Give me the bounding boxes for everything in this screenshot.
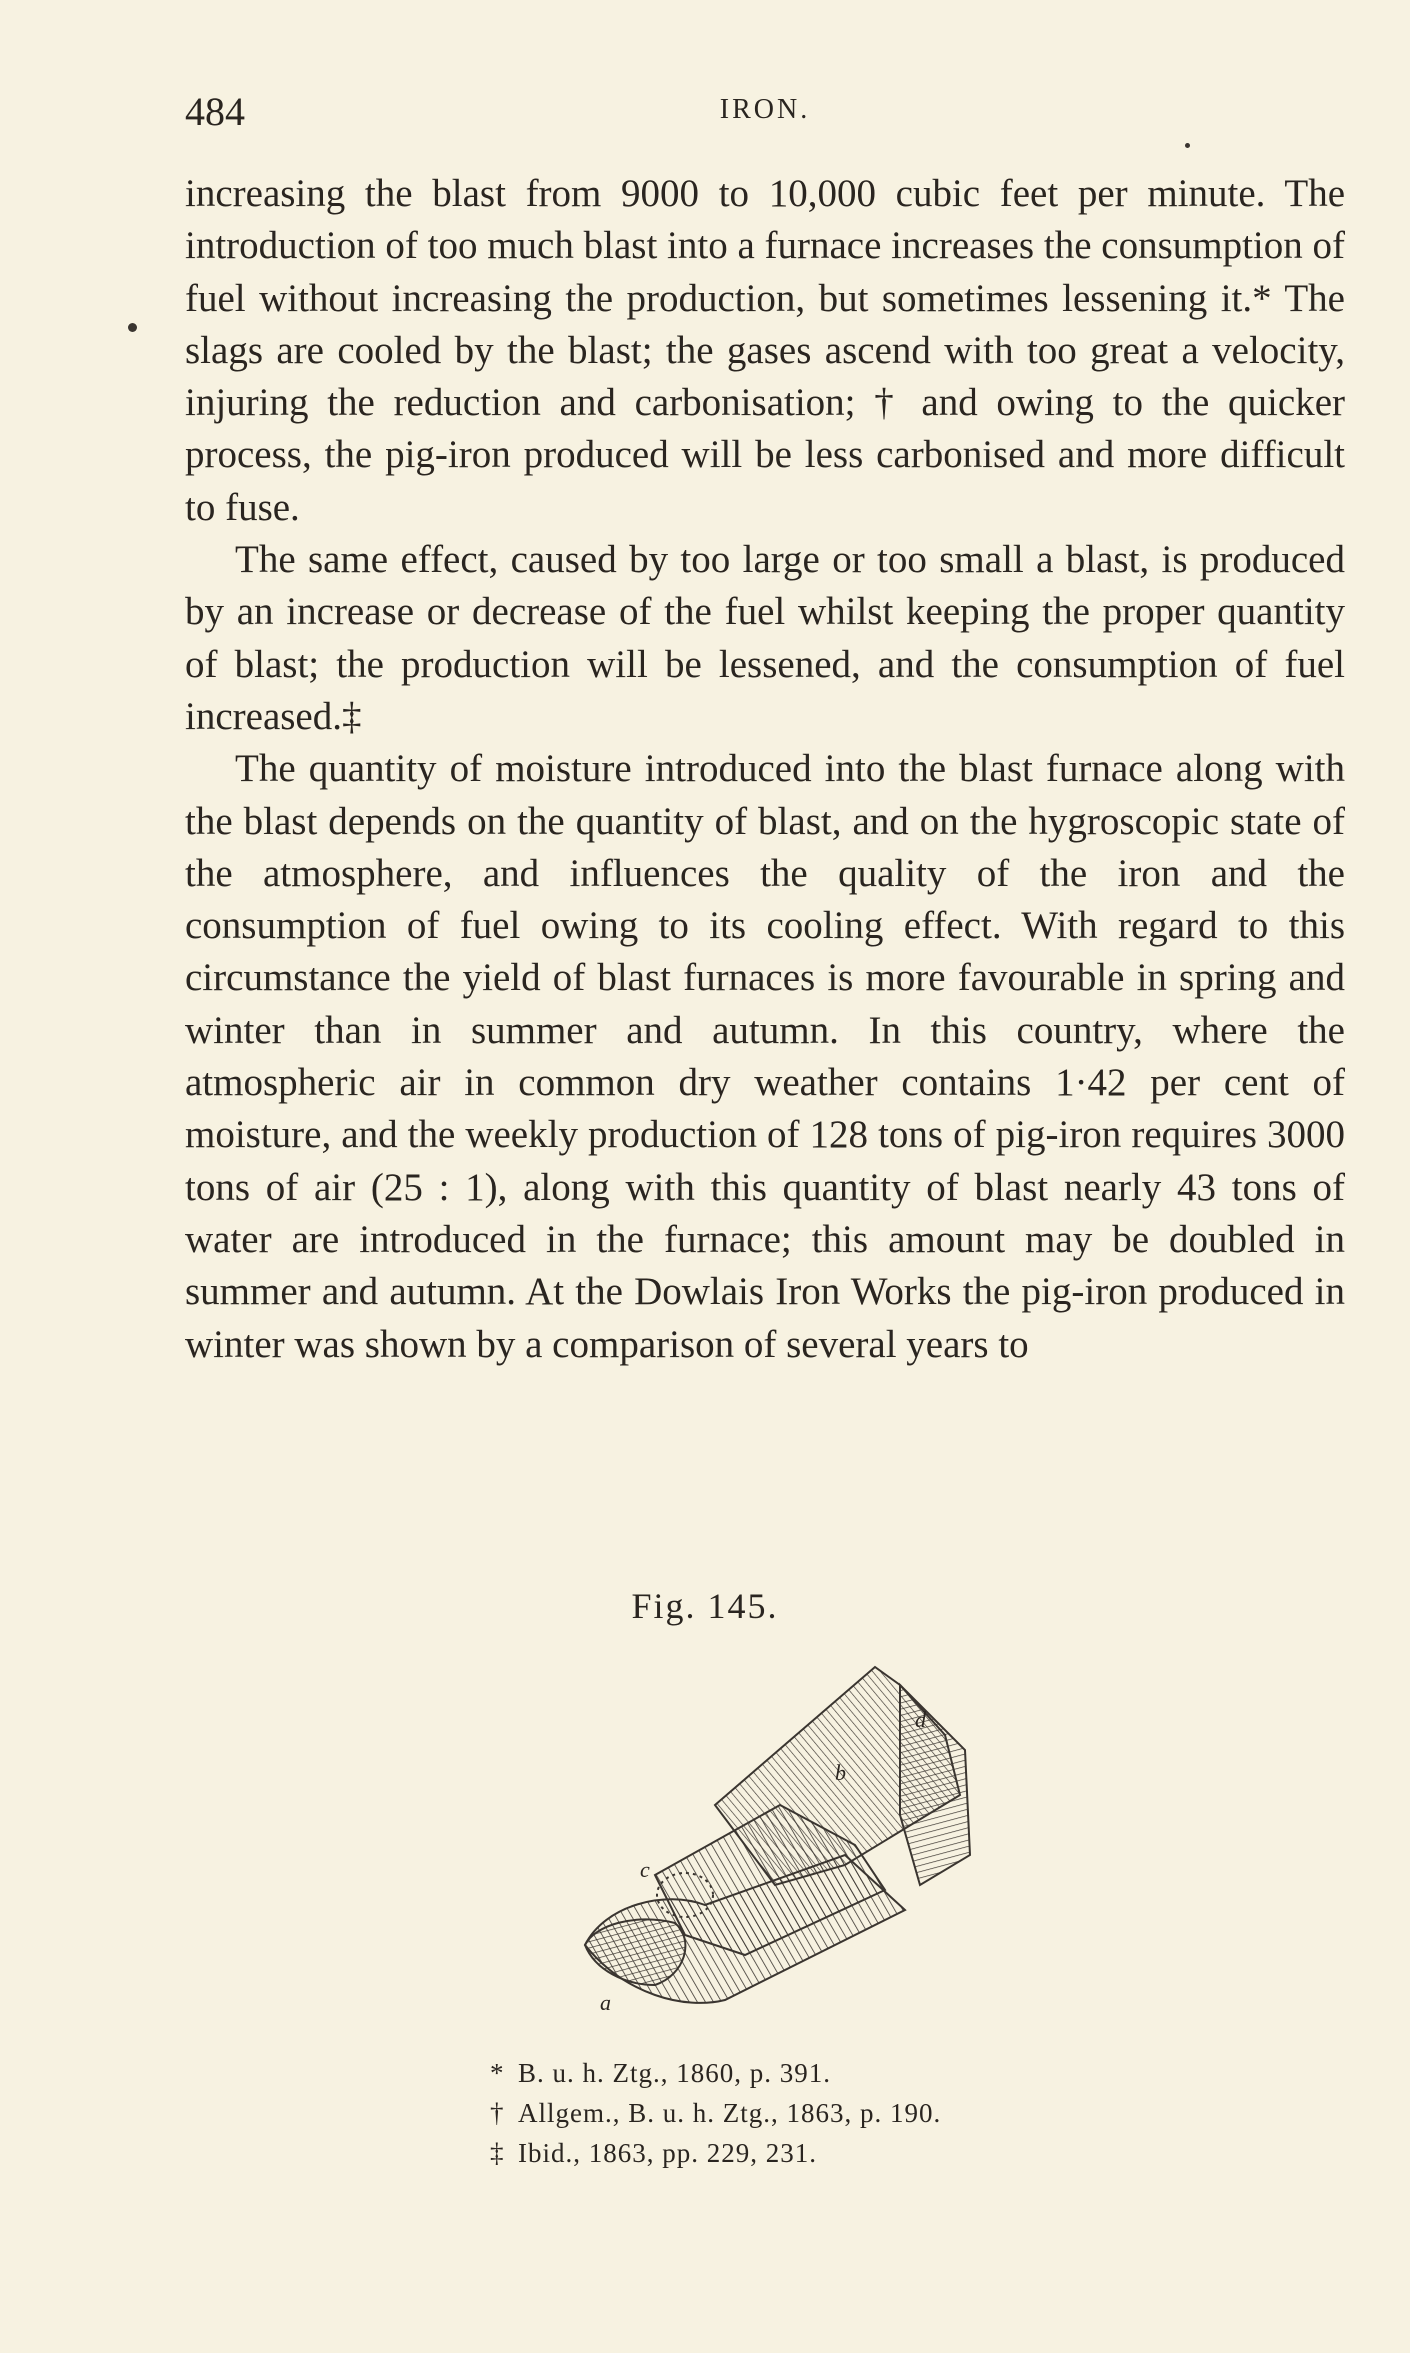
paragraph-1: increasing the blast from 9000 to 10,000 cubic feet per minute. The introduction of too much blast into a furnace increases the consumption of fuel without increasing the production, but sometimes lessening it.* The slags are cooled by the blast; the gases ascend with too great a velocity, injuring the reduction and carbonisation; † and owing to the quicker process, the pig-iron produced will be less carbonised and more difficult to fuse. (185, 172, 1345, 529)
footnote-1 (490, 2053, 941, 2093)
footnote-mark: † (490, 2098, 505, 2128)
footnote-mark: ‡ (490, 2138, 505, 2168)
footnote-text: B. u. h. Ztg., 1860, p. 391. (518, 2058, 832, 2088)
footnote-text: Ibid., 1863, pp. 229, 231. (518, 2138, 817, 2168)
label-a: a (600, 1990, 611, 2015)
running-head: IRON. (719, 94, 811, 125)
footnote-2 (490, 2093, 941, 2133)
margin-speck (1185, 143, 1190, 148)
figure-145-tuyere-illustration (545, 1655, 1005, 2025)
body-text (185, 168, 1345, 1371)
figure-caption: Fig. 145. (631, 1586, 779, 1626)
footnote-3 (490, 2133, 941, 2173)
label-d: d (915, 1707, 926, 1732)
upper-tube-end (900, 1685, 970, 1885)
nozzle-end-face (585, 1919, 685, 1985)
page-number: 484 (185, 89, 245, 134)
label-b: b (835, 1760, 846, 1785)
footnote-mark: * (490, 2058, 505, 2088)
margin-speck (128, 323, 137, 332)
page-header (185, 88, 1345, 138)
footnote-text: Allgem., B. u. h. Ztg., 1863, p. 190. (518, 2098, 942, 2128)
paragraph-3: The quantity of moisture introduced into the blast furnace along with the blast depends on the quantity of blast, and on the hygroscopic state of the atmosphere, and influences the quality of the iron and the consumption of fuel owing to its cooling effect. With regard to this circumstance the yield of blast furnaces is more favourable in spring and winter than in summer and autumn. In this country, where the atmospheric air in common dry weather contains 1·42 per cent of moisture, and the weekly production of 128 tons of pig-iron requires 3000 tons of air (25 : 1), along with this quantity of blast nearly 43 tons of water are introduced in the furnace; this amount may be doubled in summer and autumn. At the Dowlais Iron Works the pig-iron produced in winter was shown by a comparison of several years to (185, 747, 1345, 1366)
footnotes (490, 2053, 941, 2173)
paragraph-2: The same effect, caused by too large or too small a blast, is produced by an increase or decrease of the fuel whilst keeping the proper quantity of blast; the production will be lessened, and the consumption of fuel increased.‡ (185, 538, 1345, 738)
label-c: c (640, 1857, 650, 1882)
